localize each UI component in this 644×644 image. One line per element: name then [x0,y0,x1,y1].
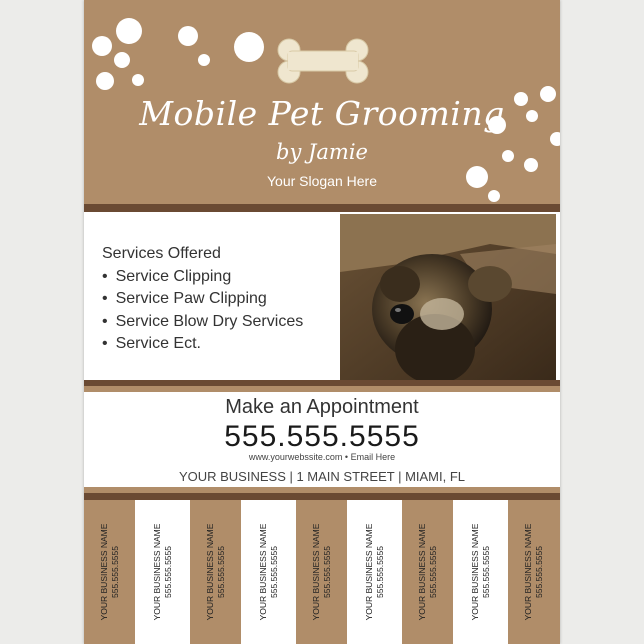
bubble-dot [132,74,144,86]
tear-off-tab[interactable] [243,500,294,644]
business-address: YOUR BUSINESS | 1 MAIN STREET | MIAMI, FL [178,469,466,484]
tab-phone: 555.555.5555 [268,546,279,599]
tab-phone: 555.555.5555 [321,546,332,599]
appointment-heading: Make an Appointment [225,396,419,418]
service-item: • Service Paw Clipping [102,288,303,311]
tab-phone: 555.555.5555 [480,546,491,599]
tear-off-tab[interactable] [508,500,560,644]
flyer [84,0,560,644]
bubble-dot [488,190,500,202]
tear-off-tab[interactable] [84,500,135,644]
business-title: Mobile Pet Grooming [139,94,505,133]
tab-business-name: YOUR BUSINESS NAME [204,523,215,621]
header-panel [84,0,560,204]
tear-off-tab[interactable] [402,500,453,644]
tear-off-tab[interactable] [349,500,400,644]
tab-phone: 555.555.5555 [374,546,385,599]
tab-business-name: YOUR BUSINESS NAME [416,523,427,621]
bubble-dot [198,54,210,66]
tear-off-tab[interactable] [455,500,506,644]
bubble-dot [116,18,142,44]
byline: by Jamie [276,140,368,164]
divider-bar [84,386,560,392]
tab-business-name: YOUR BUSINESS NAME [363,523,374,621]
tab-business-name: YOUR BUSINESS NAME [98,523,109,621]
tab-business-name: YOUR BUSINESS NAME [257,523,268,621]
bubble-dot [96,72,114,90]
service-item: • Service Clipping [102,266,303,289]
tab-phone: 555.555.5555 [109,546,120,599]
phone-number: 555.555.5555 [224,420,420,453]
tab-business-name: YOUR BUSINESS NAME [310,523,321,621]
dog-bone-icon [276,38,370,84]
slogan: Your Slogan Here [266,173,377,189]
bubble-dot [114,52,130,68]
services-list [102,243,303,356]
divider-bar [84,493,560,500]
bubble-dot [234,32,264,62]
bubble-dot [178,26,198,46]
tab-phone: 555.555.5555 [427,546,438,599]
service-item: • Service Blow Dry Services [102,311,303,334]
tear-off-tab[interactable] [190,500,241,644]
dog-photo [340,214,556,380]
services-heading: Services Offered [102,245,221,262]
divider-bar [84,204,560,212]
service-item: • Service Ect. [102,333,303,356]
tab-business-name: YOUR BUSINESS NAME [151,523,162,621]
tab-phone: 555.555.5555 [215,546,226,599]
tab-phone: 555.555.5555 [162,546,173,599]
tab-phone: 555.555.5555 [534,546,544,599]
tear-off-tab[interactable] [296,500,347,644]
tear-off-tab[interactable] [137,500,188,644]
bubble-dot [92,36,112,56]
tab-business-name: YOUR BUSINESS NAME [523,523,533,621]
tab-business-name: YOUR BUSINESS NAME [469,523,480,621]
website-email: www.yourwebssite.com • Email Here [248,452,396,462]
